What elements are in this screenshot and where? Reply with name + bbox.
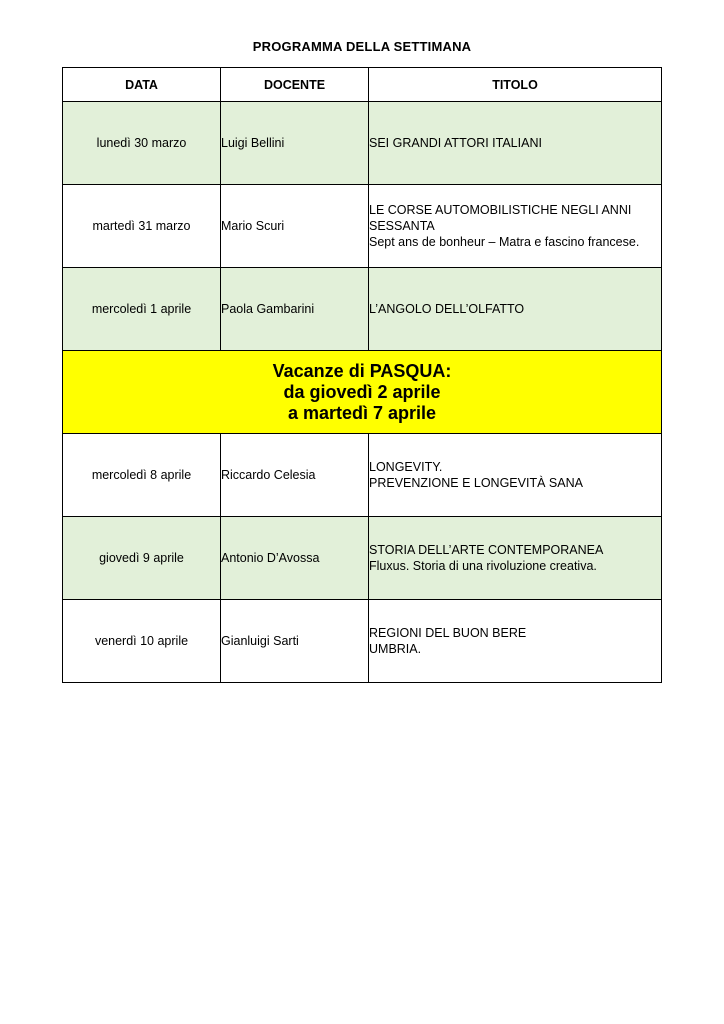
table-row (63, 517, 662, 600)
row-title (369, 600, 662, 683)
holiday-line: Vacanze di PASQUA: (272, 360, 452, 381)
row-title (369, 185, 662, 268)
table-row (63, 185, 662, 268)
row-title (369, 102, 662, 185)
title-line: SEI GRANDI ATTORI ITALIANI (369, 136, 542, 150)
header-teacher: DOCENTE (221, 68, 369, 102)
row-teacher: Paola Gambarini (221, 268, 369, 351)
row-teacher: Luigi Bellini (221, 102, 369, 185)
holiday-line: a martedì 7 aprile (287, 402, 437, 423)
row-date: mercoledì 1 aprile (63, 268, 221, 351)
row-teacher: Antonio D’Avossa (221, 517, 369, 600)
table-row (63, 434, 662, 517)
holiday-row (63, 351, 662, 434)
table-row (63, 600, 662, 683)
page-title: PROGRAMMA DELLA SETTIMANA (252, 39, 472, 54)
title-line: STORIA DELL’ARTE CONTEMPORANEA (369, 543, 604, 557)
row-teacher: Gianluigi Sarti (221, 600, 369, 683)
row-date: lunedì 30 marzo (63, 102, 221, 185)
title-line: PREVENZIONE E LONGEVITÀ SANA (369, 476, 583, 490)
row-title (369, 434, 662, 517)
title-line: UMBRIA. (369, 642, 422, 656)
holiday-line: da giovedì 2 aprile (283, 381, 441, 402)
row-title (369, 517, 662, 600)
row-date: venerdì 10 aprile (63, 600, 221, 683)
title-line: LONGEVITY. (369, 460, 443, 474)
title-line: Fluxus. Storia di una rivoluzione creativa. (369, 559, 597, 573)
header-title: TITOLO (369, 68, 662, 102)
table-header-row (63, 68, 662, 102)
row-date: giovedì 9 aprile (63, 517, 221, 600)
title-line: Sept ans de bonheur – Matra e fascino francese. (369, 235, 640, 249)
table-row (63, 102, 662, 185)
title-line: LE CORSE AUTOMOBILISTICHE NEGLI ANNI SESSANTA (369, 203, 632, 233)
row-date: martedì 31 marzo (63, 185, 221, 268)
schedule-table (62, 67, 662, 683)
row-title (369, 268, 662, 351)
row-teacher: Riccardo Celesia (221, 434, 369, 517)
holiday-notice (63, 351, 662, 434)
row-teacher: Mario Scuri (221, 185, 369, 268)
header-date: DATA (63, 68, 221, 102)
row-date: mercoledì 8 aprile (63, 434, 221, 517)
title-line: REGIONI DEL BUON BERE (369, 626, 527, 640)
table-row (63, 268, 662, 351)
title-line: L’ANGOLO DELL’OLFATTO (369, 302, 525, 316)
